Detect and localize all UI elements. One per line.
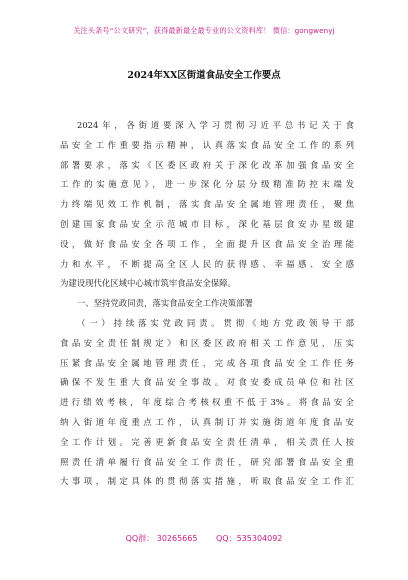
body-line: 为建设现代化区域中心城市筑牢食品安全保障。 bbox=[60, 278, 236, 289]
body-line: 工作的实施意见》，进一步深化分层分级精准防控末端发 bbox=[60, 179, 354, 190]
body-line: 照责任清单履行食品安全工作责任，研究部署食品安全重 bbox=[60, 456, 354, 467]
body-line: （一）持续落实党政同责。贯彻《地方党政领导干部 bbox=[77, 317, 354, 328]
body-line: 进行绩效考核，年度综合考核权重不低于3%。将食品安全 bbox=[60, 397, 354, 408]
body-line: 纳入街道年度重点工作，认真制订并实施街道年度食品安 bbox=[60, 416, 354, 427]
footer-qq-group: QQ群： 30265665 bbox=[125, 534, 198, 543]
body-line: 创建国家食品安全示范城市目标，深化基层食安办星级建 bbox=[60, 218, 354, 229]
body-line: 确保不发生重大食品安全事故。对食安委成员单位和社区 bbox=[60, 377, 354, 388]
document-title: 2024年XX区街道食品安全工作要点 bbox=[127, 70, 281, 81]
section-heading: 一、坚持党政同责，落实食品安全工作决策部署 bbox=[77, 298, 253, 309]
footer-contact bbox=[0, 533, 408, 544]
body-line: 部署要求，落实《区委区政府关于深化改革加强食品安全 bbox=[60, 159, 354, 170]
body-line: 设，做好食品安全各项工作，全面提升区食品安全治理能 bbox=[60, 238, 354, 249]
footer-qq-number: QQ：535304092 bbox=[216, 534, 283, 543]
body-line: 压紧食品安全属地管理责任，完成各项食品安全工作任务 bbox=[60, 357, 354, 368]
body-line: 力终端见效工作机制，落实食品安全属地管理责任，聚焦 bbox=[60, 199, 354, 210]
body-line: 力和水平，不断提高全区人民的获得感、幸福感、安全感 bbox=[60, 258, 354, 269]
body-line: 全工作计划。完善更新食品安全责任清单，相关责任人按 bbox=[60, 436, 354, 447]
body-line: 2024年，各街道要深入学习贯彻习近平总书记关于食 bbox=[77, 120, 354, 130]
body-line: 食品安全责任制规定》和区委区政府相关工作意见，压实 bbox=[60, 337, 354, 348]
header-watermark-note: 关注头条号“公文研究”，获得最新最全最专业的公文资料库！ 微信：gongwenyj bbox=[73, 26, 335, 35]
document-body bbox=[60, 116, 354, 492]
body-line: 大事项，制定具体的贯彻落实措施，听取食品安全工作汇 bbox=[60, 476, 354, 487]
body-line: 品安全工作重要指示精神，认真落实食品安全工作的系列 bbox=[60, 139, 354, 150]
